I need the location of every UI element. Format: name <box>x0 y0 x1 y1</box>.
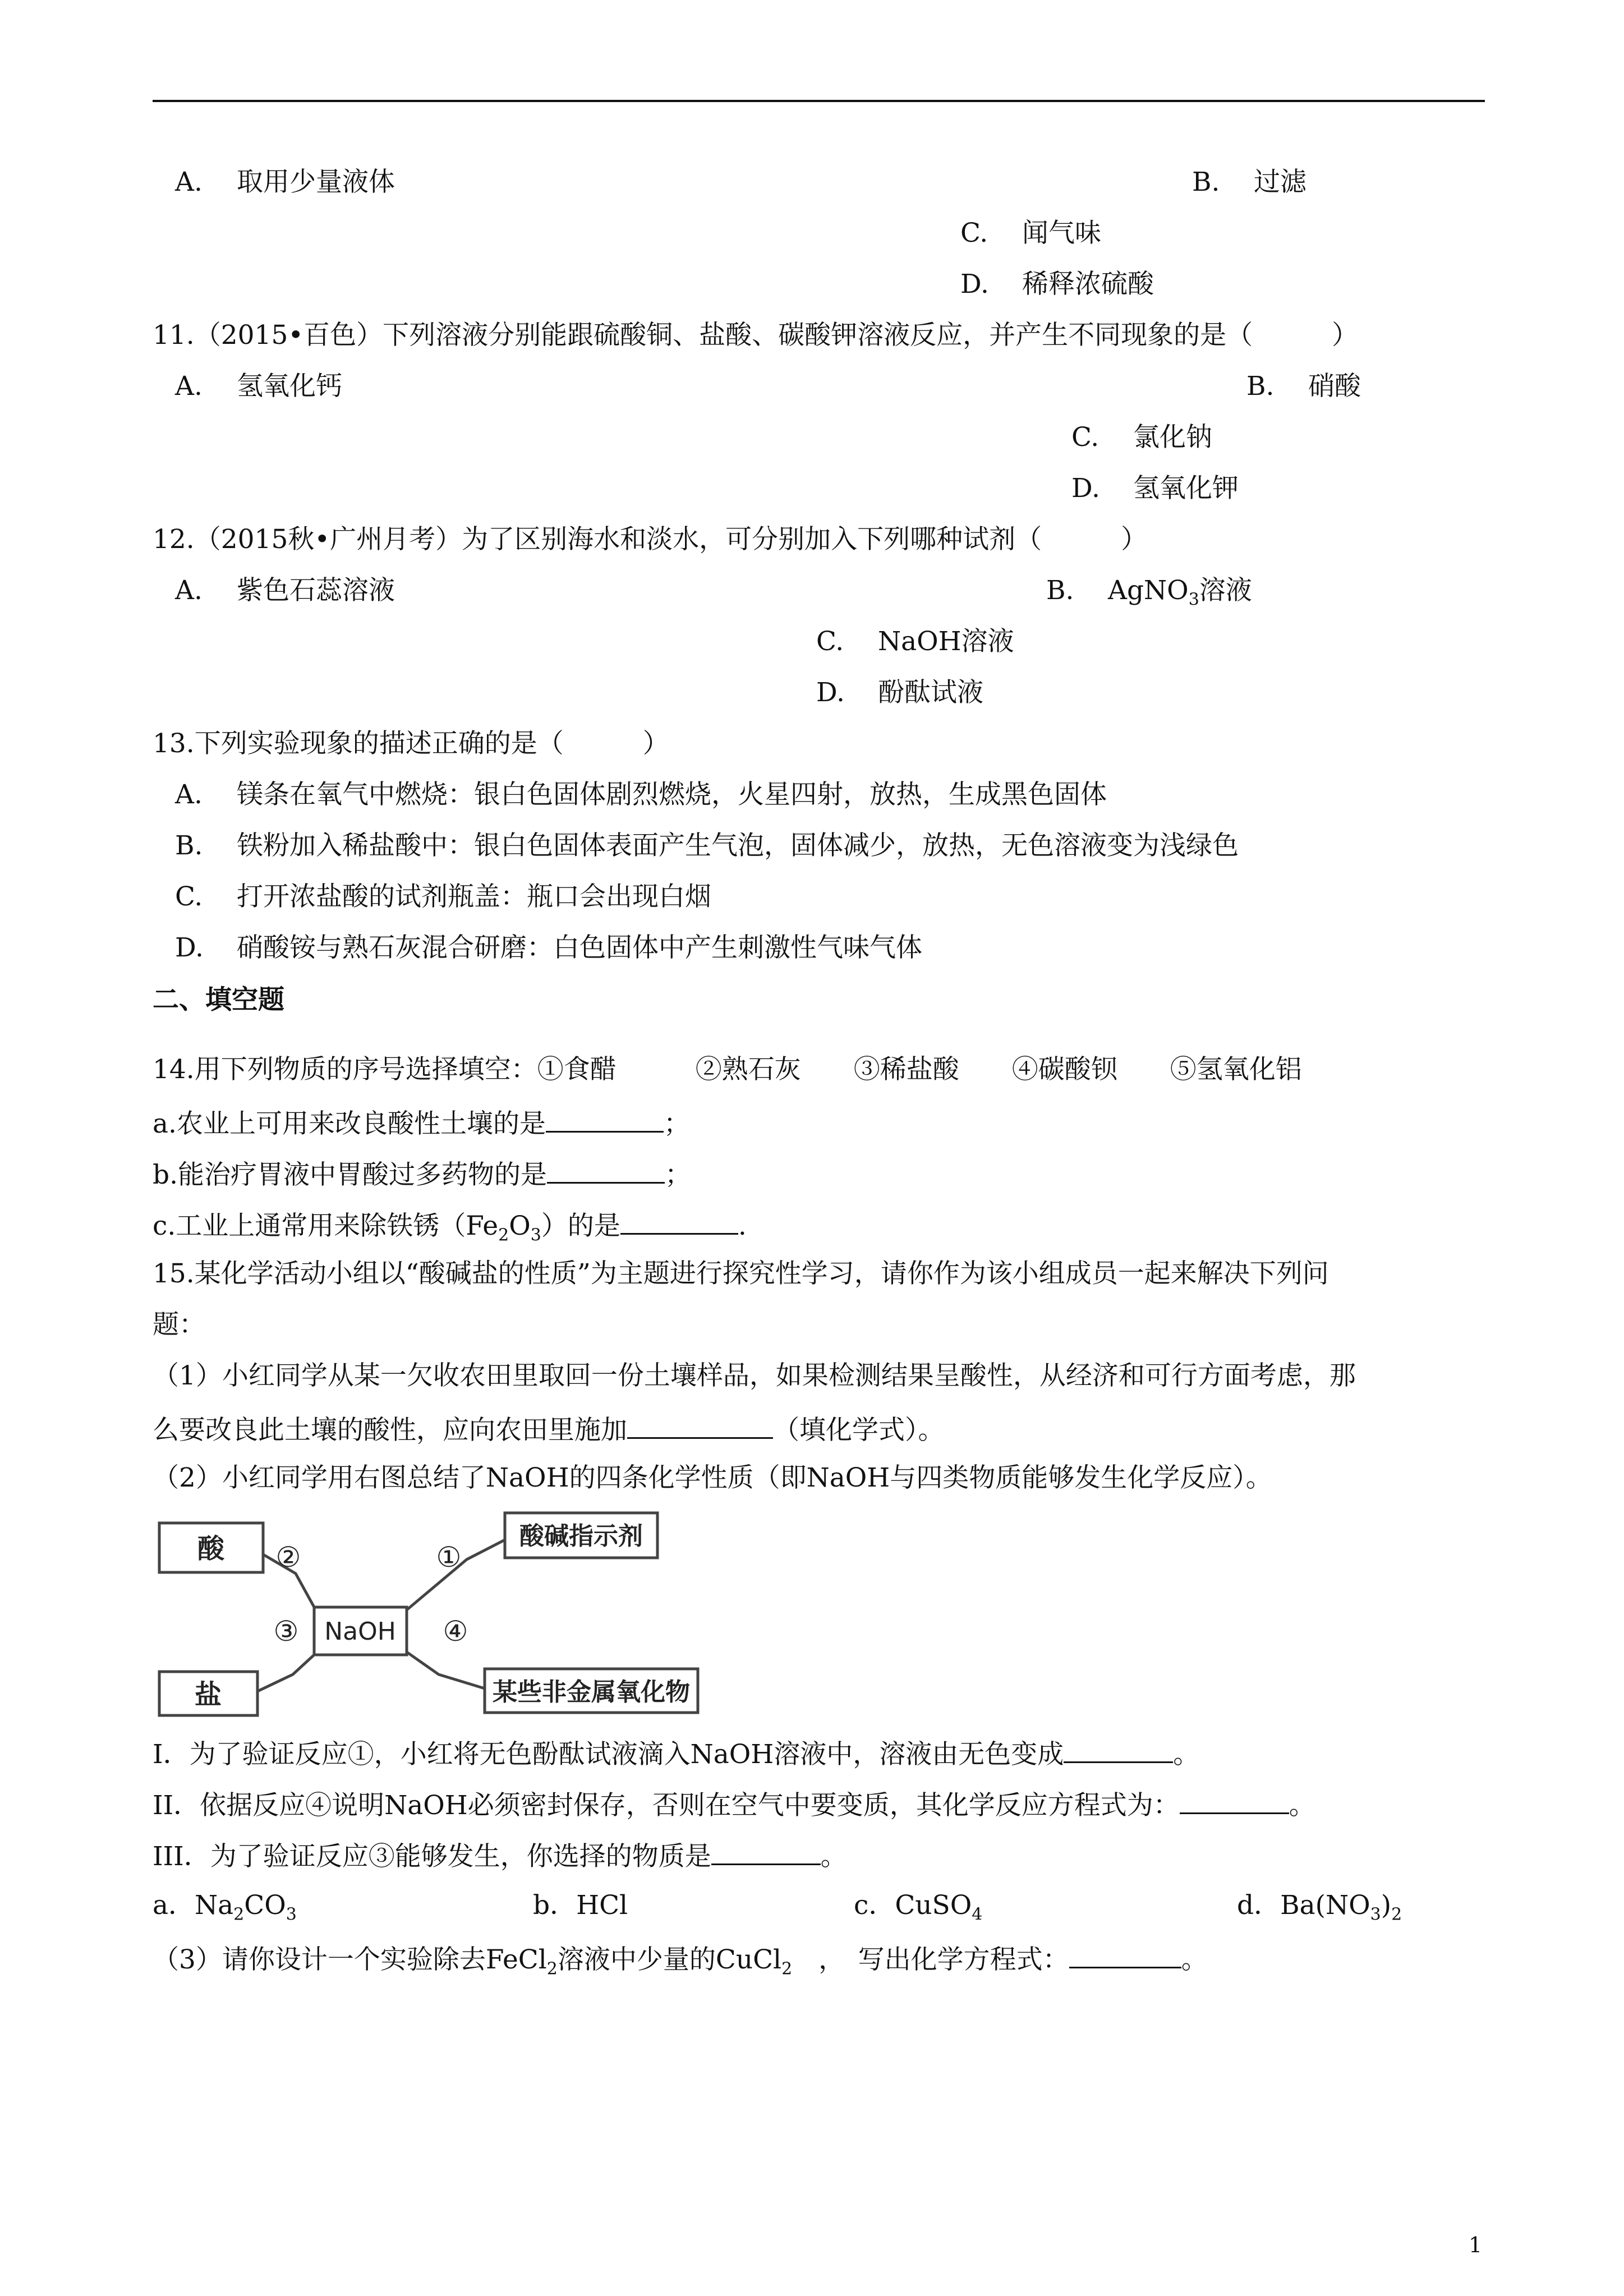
q12-option-b: B. AgNO$_3$溶液 <box>1046 575 1252 610</box>
q15-roman-iii: III．为了验证反应③能够发生，你选择的物质是 。 <box>153 1837 847 1874</box>
reaction-3-label: ③ <box>273 1615 299 1648</box>
reaction-4-label: ④ <box>443 1615 468 1648</box>
indicator-label: 酸碱指示剂 <box>519 1522 643 1550</box>
q12-option-a: A. 紫色石蕊溶液 <box>175 575 395 606</box>
q15-part1-line2: 么要改良此土壤的酸性，应向农田里施加 （填化学式）。 <box>153 1410 945 1447</box>
q15-option-d: d．$Ba(NO_3)_2$ <box>1237 1890 1402 1925</box>
q12-stem: 12.（2015秋•广州月考）为了区别海水和淡水，可分别加入下列哪种试剂（ ） <box>153 524 1148 555</box>
q15-option-c: c．CuSO$_4$ <box>854 1890 983 1925</box>
q15-stem-line2: 题： <box>153 1309 205 1340</box>
oxide-label: 某些非金属氧化物 <box>493 1678 690 1706</box>
q15-part1-line1: （1）小红同学从某一欠收农田里取回一份土壤样品，如果检测结果呈酸性，从经济和可行方面考虑，那 <box>153 1360 1356 1391</box>
q12-option-c: C. NaOH溶液 <box>816 626 1014 657</box>
q11-option-d: D. 氢氧化钾 <box>1071 473 1239 504</box>
reaction-2-label: ② <box>275 1541 301 1573</box>
q11-option-c: C. 氯化钠 <box>1071 422 1212 453</box>
naoh-properties-diagram <box>153 1506 708 1722</box>
q15-part3: （3）请你设计一个实验除去FeCl$_2$溶液中少量的CuCl$_2$ ， 写出化学方程式： 。 <box>153 1940 1208 1977</box>
q13-stem: 13.下列实验现象的描述正确的是（ ） <box>153 728 669 759</box>
q15-option-b: b．HCl <box>533 1890 628 1921</box>
q10-option-a: A. 取用少量液体 <box>175 167 395 197</box>
q10-option-d: D. 稀释浓硫酸 <box>960 269 1154 300</box>
section-heading: 二、填空题 <box>153 984 284 1015</box>
acid-label: 酸 <box>197 1533 225 1565</box>
q14-part-b: b.能治疗胃液中胃酸过多药物的是 ； <box>153 1155 691 1192</box>
q11-stem: 11.（2015•百色）下列溶液分别能跟硫酸铜、盐酸、碳酸钾溶液反应，并产生不同现象的是（ ） <box>153 320 1359 351</box>
q14-stem: 14.用下列物质的序号选择填空：①食醋 ②熟石灰 ③稀盐酸 ④碳酸钡 ⑤氢氧化铝 <box>153 1054 1302 1085</box>
naoh-label: NaOH <box>324 1617 396 1646</box>
q13-option-c: C. 打开浓盐酸的试剂瓶盖：瓶口会出现白烟 <box>175 881 711 912</box>
salt-label: 盐 <box>194 1679 222 1710</box>
q15-part2: （2）小红同学用右图总结了NaOH的四条化学性质（即NaOH与四类物质能够发生化学反应）。 <box>153 1462 1272 1493</box>
header-rule <box>153 100 1485 102</box>
q13-option-a: A. 镁条在氧气中燃烧：银白色固体剧烈燃烧，火星四射，放热，生成黑色固体 <box>175 779 1107 810</box>
q13-option-d: D. 硝酸铵与熟石灰混合研磨：白色固体中产生刺激性气味气体 <box>175 932 922 963</box>
page-number: 1 <box>1469 2233 1483 2257</box>
q14-part-c: c.工业上通常用来除铁锈$(Fe_2O_3)$的是 . <box>153 1206 747 1243</box>
q10-option-c: C. 闻气味 <box>960 218 1101 249</box>
link-oxide <box>407 1652 485 1688</box>
q15-option-a: a．$Na_2CO_3$ <box>153 1890 297 1925</box>
q13-option-b: B. 铁粉加入稀盐酸中：银白色固体表面产生气泡，固体减少，放热，无色溶液变为浅绿色 <box>175 830 1239 861</box>
reaction-1-label: ① <box>436 1541 462 1573</box>
q11-option-a: A. 氢氧化钙 <box>175 371 342 402</box>
q11-option-b: B. 硝酸 <box>1246 371 1361 402</box>
q15-stem-line1: 15.某化学活动小组以“酸碱盐的性质”为主题进行探究性学习，请你作为该小组成员一起来解决下列问 <box>153 1258 1329 1289</box>
q10-option-b: B. 过滤 <box>1192 167 1306 197</box>
q12-option-d: D. 酚酞试液 <box>816 677 983 708</box>
q15-roman-ii: II．依据反应④说明NaOH必须密封保存，否则在空气中要变质，其化学反应方程式为： 。 <box>153 1786 1315 1823</box>
q14-part-a: a.农业上可用来改良酸性土壤的是 ； <box>153 1104 690 1141</box>
link-salt <box>257 1655 314 1691</box>
q15-roman-i: I．为了验证反应①，小红将无色酚酞试液滴入NaOH溶液中，溶液由无色变成 。 <box>153 1734 1199 1772</box>
